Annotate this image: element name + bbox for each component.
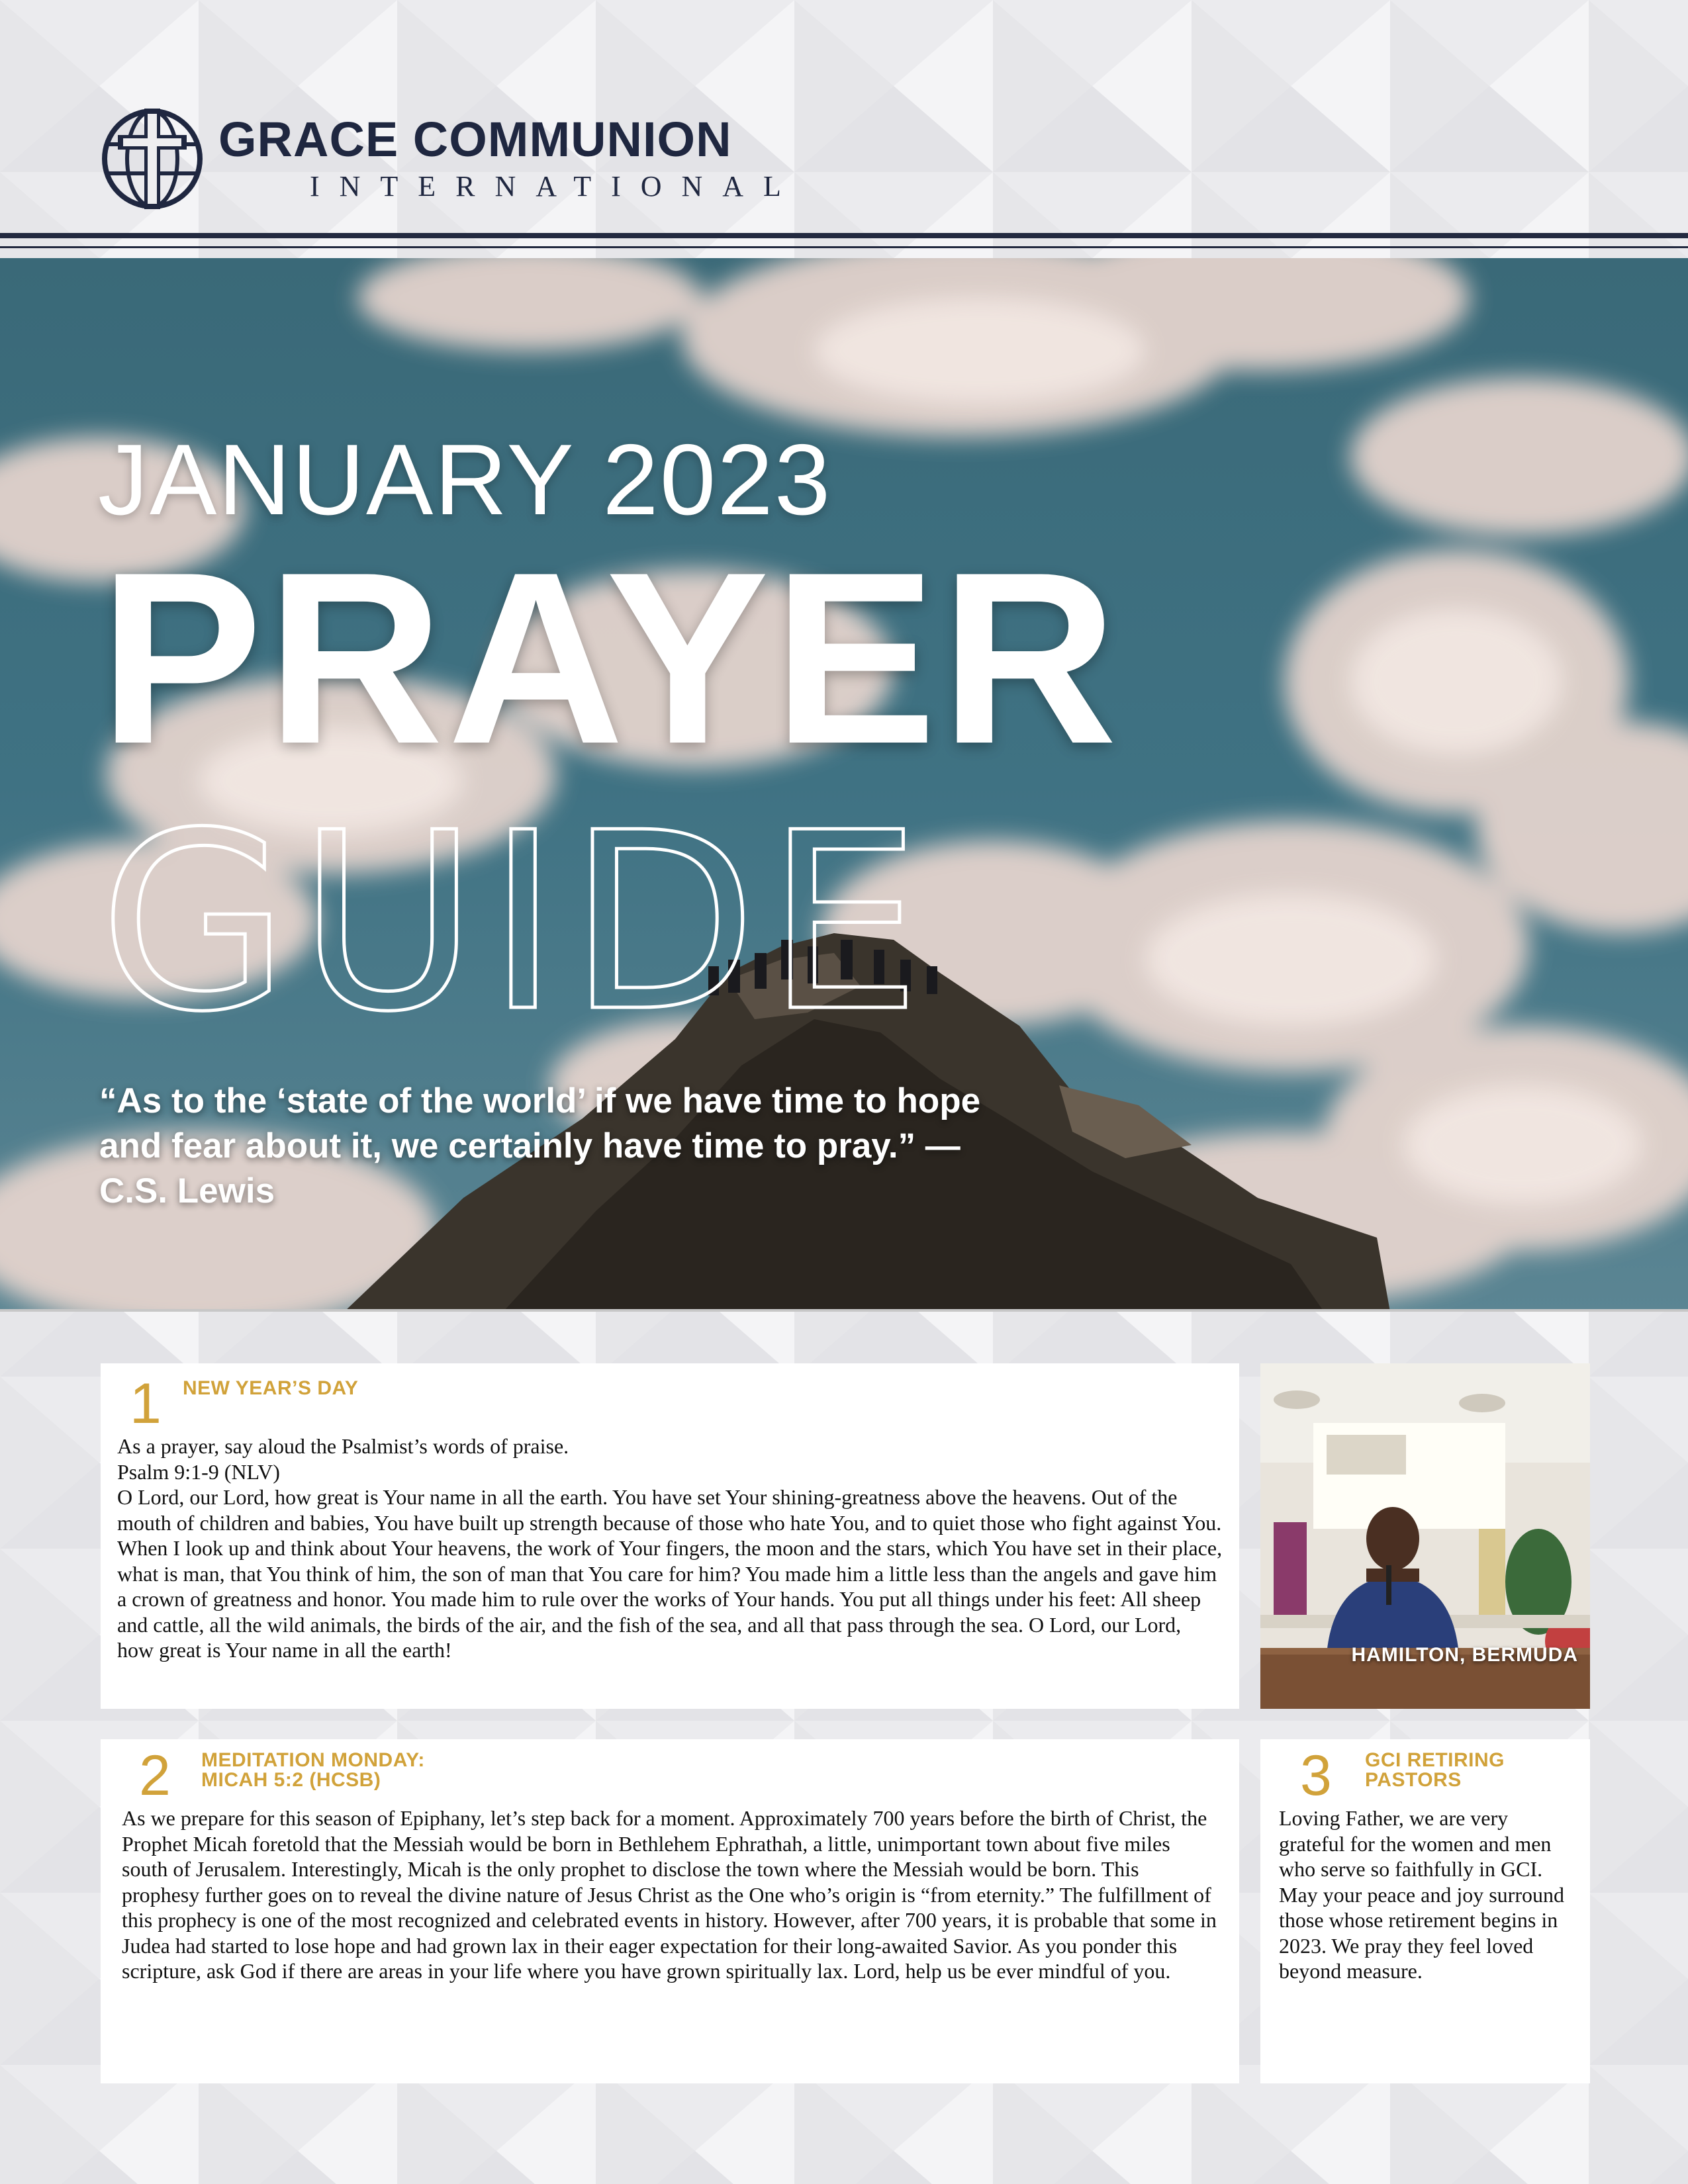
entry-number: 3	[1300, 1744, 1332, 1807]
entry-intro: As a prayer, say aloud the Psalmist’s words of praise.	[117, 1434, 569, 1458]
entry-heading-line1: GCI RETIRING	[1365, 1749, 1505, 1771]
logo-title: GRACE COMMUNION	[218, 112, 732, 167]
entry-body: As we prepare for this season of Epiphany, let’s step back for a moment. Approximately 700 years before the birth of Christ, the Prophet Micah foretold that the Messiah would be born in Bethlehem Ephrathah, a little, unimportant town about five miles south of Jerusalem. Interestingly, Micah is the only prophet to disclose the town where the Messiah would be born. This prophesy further goes on to reveal the divine nature of Jesus Christ as the One who’s origin is “from eternity.” The fulfillment of this prophecy is one of the most recognized and celebrated events in history. However, after 700 years, it is probable that some in Judea had started to lose hope and had grown lax in their eager expectation for their long-awaited Savior. As you ponder this scripture, ask God if there are areas in your life where you have grown spiritually lax. Lord, help us be ever mindful of you.	[122, 1806, 1217, 1983]
pastor-photo	[1260, 1363, 1590, 1709]
entry-heading-line1: MEDITATION MONDAY:	[201, 1749, 425, 1771]
logo-subtitle: INTERNATIONAL	[310, 170, 801, 203]
header-rule-thick	[0, 233, 1688, 238]
hero-banner	[0, 258, 1688, 1312]
scripture-text: O Lord, our Lord, how great is Your name in all the earth. You have set Your shining-greatness above the heavens. Out of the mouth of children and babies, You have built up strength because of those who hate You, and to quiet those who fight against You. When I look up and think about Your heavens, the work of Your fingers, the moon and the stars, which You have set in their place, what is man, that You think of him, the son of man that You care for him? You made him a little less than the angels and gave him a crown of greatness and honor. You made him to rule over the works of Your hands. You put all things under his feet: All sheep and cattle, all the wild animals, the birds of the air, and the fish of the sea, and all that pass through the sea. O Lord, our Lord, how great is Your name in all the earth!	[117, 1485, 1223, 1662]
entry-heading-line2: PASTORS	[1365, 1769, 1462, 1791]
entry-number: 1	[130, 1372, 162, 1435]
hero-title-prayer: PRAYER	[99, 522, 1122, 795]
cross-globe-icon	[99, 106, 205, 212]
entry-heading-line2: MICAH 5:2 (HCSB)	[201, 1769, 381, 1791]
hero-quote: “As to the ‘state of the world’ if we have time to hope and fear about it, we certainly have time to pray.” — C.S. Lewis	[99, 1081, 981, 1210]
entry-body	[117, 1433, 1223, 1663]
scripture-reference: Psalm 9:1-9 (NLV)	[117, 1459, 280, 1484]
entry-body: Loving Father, we are very grateful for the women and men who serve so faithfully in GCI. May your peace and joy surround those whose retirement begins in 2023. We pray they feel loved beyond measure.	[1279, 1806, 1564, 1983]
entry-card-2	[101, 1739, 1239, 2083]
hero-title-guide: GUIDE	[99, 781, 931, 1066]
gci-logo[interactable]	[99, 106, 801, 218]
entry-card-3	[1260, 1739, 1590, 2083]
entry-number: 2	[139, 1744, 171, 1807]
hero-month: JANUARY 2023	[98, 424, 832, 536]
entry-heading: NEW YEAR’S DAY	[183, 1377, 359, 1399]
header-rule-thin	[0, 246, 1688, 248]
entry-card-1	[101, 1363, 1239, 1709]
photo-caption: HAMILTON, BERMUDA	[1351, 1644, 1578, 1666]
